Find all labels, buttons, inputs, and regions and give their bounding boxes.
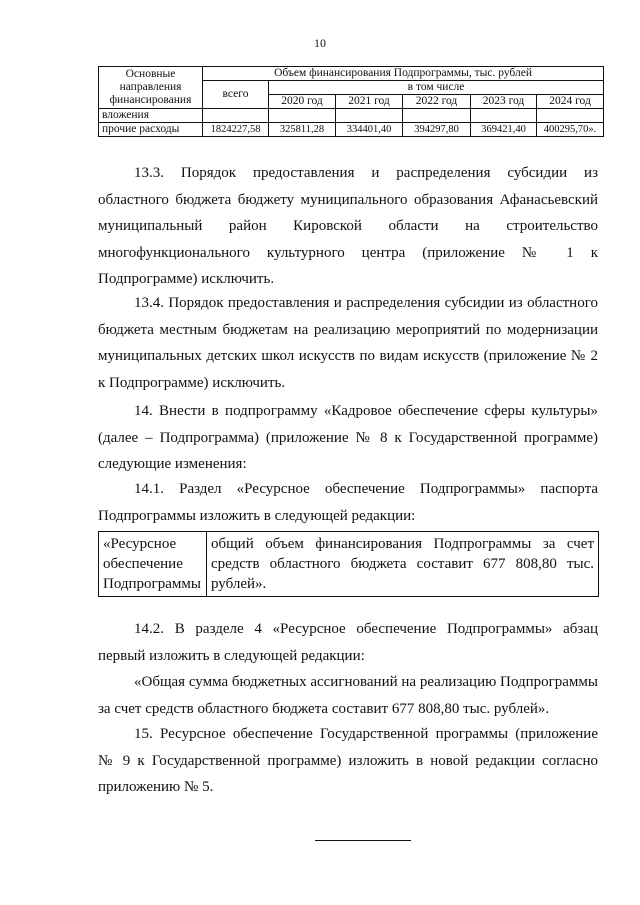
fin-year-header: 2023 год [471,95,537,109]
resource-label-cell [99,532,207,597]
paragraph-14 [98,398,598,478]
text-line: 13.3. Порядок предоставления и распределения субсидии из [134,165,598,181]
fin-col1-header-line: Основные [125,68,176,80]
fin-total-header: всего [203,81,269,109]
quote-paragraph [98,669,598,722]
fin-including-header: в том числе [269,81,604,95]
text-line: первый изложить в следующей редакции: [98,647,365,664]
text-line: Подпрограмме) исключить. [98,271,275,287]
text-line: 14. Внести в подпрограмму «Кадровое обеспечение сферы культуры» [134,403,598,419]
text-line: 13.4. Порядок предоставления и распределения субсидии из областного [134,295,598,311]
text-line: к Подпрограмме) исключить. [98,374,286,391]
text-line: муниципальный район Кировской области на строительство [98,218,598,234]
fin-cell: 334401,40 [336,123,403,137]
fin-year-header: 2020 год [269,95,336,109]
text-line: № 9 к Государственной программе) изложить в новой редакции согласно [98,752,598,769]
paragraph-15 [98,721,598,801]
text-line: 14.2. В разделе 4 «Ресурсное обеспечение Подпрограммы» абзац [134,621,598,637]
fin-cell: 400295,70». [537,123,604,137]
paragraph-13-3 [98,160,598,293]
fin-cell: 325811,28 [269,123,336,137]
resource-label-line: обеспечение [103,556,183,572]
fin-row-label: прочие расходы [99,123,203,137]
text-line: 14.1. Раздел «Ресурсное обеспечение Подпрограммы» паспорта [134,481,598,497]
text-line: бюджета местным бюджетам на реализацию мероприятий по модернизации [98,321,598,338]
text-line: приложению № 5. [98,779,214,795]
text-line: за счет средств областного бюджета составит 677 808,80 тыс. рублей». [98,700,550,717]
footer-rule [315,840,411,841]
resource-label-line: «Ресурсное [103,536,177,552]
text-line: многофункционального культурного центра (приложение № 1 к [98,244,598,261]
fin-cell [203,109,269,123]
text-line: областного бюджета бюджету муниципального образования Афанасьевский [98,191,598,208]
fin-cell: 1824227,58 [203,123,269,137]
fin-cell [336,109,403,123]
paragraph-14-2 [98,616,598,669]
paragraph-14-1 [98,476,598,529]
fin-volume-header: Объем финансирования Подпрограммы, тыс. рублей [203,67,604,81]
fin-cell: 369421,40 [471,123,537,137]
fin-year-header: 2024 год [537,95,604,109]
text-line: 15. Ресурсное обеспечение Государственной программы (приложение [134,726,598,742]
text-line: следующие изменения: [98,456,247,472]
fin-col1-header [99,67,203,109]
text-line: Подпрограммы изложить в следующей редакции: [98,507,416,524]
resource-table [98,531,599,597]
resource-value-cell: общий объем финансирования Подпрограммы за счет средств областного бюджета составит 677 808,80 тыс. рублей». [207,532,599,597]
fin-cell [537,109,604,123]
text-line: «Общая сумма бюджетных ассигнований на реализацию Подпрограммы [134,674,598,690]
fin-cell: 394297,80 [403,123,471,137]
fin-row-label: вложения [99,109,203,123]
resource-label-line: Подпрограммы [103,576,201,592]
text-line: (далее – Подпрограмма) (приложение № 8 к Государственной программе) [98,429,598,446]
fin-year-header: 2021 год [336,95,403,109]
financing-table [98,66,604,137]
paragraph-13-4 [98,290,598,396]
text-line: муниципальных детских школ искусств по видам искусств (приложение № 2 [98,348,598,364]
fin-year-header: 2022 год [403,95,471,109]
fin-cell [269,109,336,123]
fin-col1-header-line: финансирования [109,94,192,106]
page-number: 10 [314,36,326,50]
fin-col1-header-line: направления [119,81,182,93]
fin-cell [403,109,471,123]
fin-cell [471,109,537,123]
